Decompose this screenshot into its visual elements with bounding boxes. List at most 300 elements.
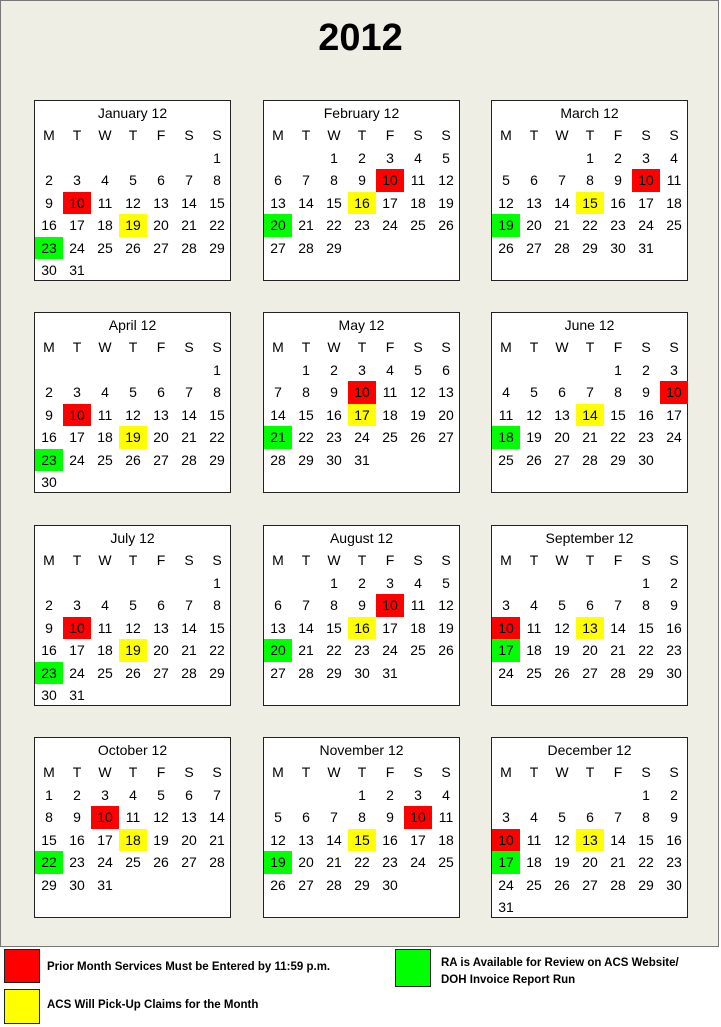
weekday-header: M (500, 764, 512, 781)
legend-green-text (441, 955, 679, 989)
day-cell: 28 (298, 239, 314, 256)
weekday-header: M (43, 764, 55, 781)
day-cell: 11 (382, 384, 398, 401)
day-cell: 8 (358, 809, 366, 826)
weekday-header: M (43, 339, 55, 356)
day-cell: 21 (610, 642, 626, 659)
empty-cell (292, 147, 320, 170)
day-cell: 30 (610, 239, 626, 256)
day-cell: 13 (298, 831, 314, 848)
weekday-header: T (585, 764, 595, 781)
day-cell: 24 (498, 876, 514, 893)
day-cell: 12 (554, 619, 570, 636)
day-cell-ra-available: 23 (35, 237, 63, 260)
day-cell: 5 (157, 786, 165, 803)
day-cell: 4 (530, 597, 538, 614)
day-cell: 3 (670, 361, 678, 378)
month-calendar (263, 100, 460, 281)
day-cell: 20 (438, 406, 454, 423)
day-cell-ra-available: 22 (35, 851, 63, 874)
legend-red-text: Prior Month Services Must be Entered by 11:59 p.m. (47, 961, 331, 973)
day-cell: 4 (414, 574, 422, 591)
day-cell: 8 (213, 384, 221, 401)
month-calendar (491, 737, 688, 918)
day-cell: 3 (502, 597, 510, 614)
day-cell: 22 (354, 854, 370, 871)
month-title: November 12 (319, 742, 404, 758)
weekday-header: W (98, 339, 112, 356)
day-cell: 26 (125, 239, 141, 256)
day-cell: 23 (382, 854, 398, 871)
day-cell-ra-available: 20 (264, 214, 292, 237)
day-cell: 2 (642, 361, 650, 378)
day-cell: 11 (438, 809, 454, 826)
day-cell: 24 (69, 239, 85, 256)
day-cell: 4 (386, 361, 394, 378)
weekday-header: F (613, 339, 623, 356)
day-cell: 22 (209, 217, 225, 234)
day-cell-claims-pickup: 13 (576, 829, 604, 852)
weekday-header: S (441, 127, 451, 144)
weekday-header: S (641, 764, 651, 781)
weekday-header: F (385, 552, 395, 569)
day-cell: 30 (41, 474, 57, 491)
day-cell: 13 (181, 809, 197, 826)
empty-cell (320, 784, 348, 807)
day-cell: 22 (298, 429, 314, 446)
day-cell: 8 (614, 384, 622, 401)
day-cell: 21 (610, 854, 626, 871)
day-cell: 5 (558, 597, 566, 614)
month-title: October 12 (97, 742, 168, 758)
legend-red-swatch (4, 949, 40, 983)
day-cell: 5 (129, 597, 137, 614)
day-cell: 9 (386, 809, 394, 826)
day-cell: 28 (582, 451, 598, 468)
day-cell: 8 (330, 172, 338, 189)
day-cell: 4 (502, 384, 510, 401)
day-cell: 3 (101, 786, 109, 803)
day-cell: 5 (502, 172, 510, 189)
day-cell: 6 (157, 384, 165, 401)
day-cell: 22 (326, 217, 342, 234)
day-cell: 6 (530, 172, 538, 189)
weekday-header: T (72, 552, 82, 569)
month-title: September 12 (545, 530, 634, 546)
day-cell: 25 (666, 217, 682, 234)
empty-cell (63, 572, 91, 595)
day-cell: 16 (326, 406, 342, 423)
weekday-header: F (385, 764, 395, 781)
day-cell-ra-available: 18 (492, 426, 520, 449)
day-cell: 21 (298, 642, 314, 659)
weekday-header: T (301, 339, 311, 356)
day-cell: 13 (526, 194, 542, 211)
day-cell-claims-pickup: 16 (348, 192, 376, 215)
day-cell: 29 (209, 451, 225, 468)
weekday-header: W (555, 764, 569, 781)
day-cell: 7 (274, 384, 282, 401)
day-cell-ra-available: 23 (35, 449, 63, 472)
empty-cell (35, 147, 63, 170)
empty-cell (119, 359, 147, 382)
weekday-header: T (585, 552, 595, 569)
day-cell: 1 (213, 361, 221, 378)
day-cell: 5 (442, 574, 450, 591)
weekday-header: M (500, 339, 512, 356)
weekday-header: S (669, 552, 679, 569)
weekday-header: S (441, 764, 451, 781)
day-cell: 29 (638, 876, 654, 893)
day-cell: 22 (638, 642, 654, 659)
day-cell: 27 (554, 451, 570, 468)
day-cell: 2 (45, 172, 53, 189)
day-cell: 5 (129, 172, 137, 189)
weekday-header: W (98, 552, 112, 569)
day-cell: 11 (526, 831, 542, 848)
day-cell: 6 (586, 597, 594, 614)
day-cell-entry-deadline: 10 (348, 381, 376, 404)
day-cell: 2 (670, 786, 678, 803)
day-cell: 24 (97, 854, 113, 871)
day-cell-claims-pickup: 19 (119, 214, 147, 237)
day-cell: 14 (181, 194, 197, 211)
weekday-header: W (555, 127, 569, 144)
day-cell-entry-deadline: 10 (660, 381, 688, 404)
day-cell: 19 (438, 619, 454, 636)
day-cell: 12 (438, 172, 454, 189)
empty-cell (492, 572, 520, 595)
day-cell: 3 (386, 574, 394, 591)
day-cell: 15 (326, 619, 342, 636)
day-cell: 6 (274, 597, 282, 614)
day-cell: 20 (153, 217, 169, 234)
day-cell: 1 (614, 361, 622, 378)
day-cell: 30 (41, 262, 57, 279)
day-cell: 7 (330, 809, 338, 826)
day-cell: 15 (209, 619, 225, 636)
empty-cell (492, 147, 520, 170)
day-cell: 11 (125, 809, 141, 826)
day-cell: 12 (125, 406, 141, 423)
weekday-header: S (641, 552, 651, 569)
day-cell: 4 (101, 384, 109, 401)
day-cell: 23 (326, 429, 342, 446)
weekday-header: S (184, 339, 194, 356)
day-cell: 4 (101, 172, 109, 189)
day-cell-ra-available: 19 (264, 851, 292, 874)
day-cell: 22 (610, 429, 626, 446)
weekday-header: T (529, 127, 539, 144)
day-cell: 14 (298, 619, 314, 636)
day-cell: 27 (153, 239, 169, 256)
day-cell: 9 (670, 809, 678, 826)
day-cell: 22 (638, 854, 654, 871)
day-cell: 29 (610, 451, 626, 468)
weekday-header: S (212, 552, 222, 569)
day-cell: 25 (438, 854, 454, 871)
empty-cell (175, 359, 203, 382)
day-cell: 28 (326, 876, 342, 893)
month-title: July 12 (110, 530, 155, 546)
day-cell: 13 (270, 194, 286, 211)
day-cell: 24 (638, 217, 654, 234)
day-cell: 29 (582, 239, 598, 256)
day-cell: 26 (554, 664, 570, 681)
day-cell: 26 (153, 854, 169, 871)
day-cell: 13 (153, 619, 169, 636)
day-cell: 26 (270, 876, 286, 893)
legend-green-text-line2: DOH Invoice Report Run (441, 974, 576, 986)
empty-cell (147, 359, 175, 382)
weekday-header: M (500, 552, 512, 569)
day-cell-ra-available: 21 (264, 426, 292, 449)
weekday-header: W (555, 552, 569, 569)
day-cell: 14 (326, 831, 342, 848)
weekday-header: F (613, 552, 623, 569)
month-calendar (491, 312, 688, 493)
day-cell: 13 (153, 194, 169, 211)
day-cell: 17 (382, 619, 398, 636)
empty-cell (576, 359, 604, 382)
day-cell: 9 (45, 194, 53, 211)
day-cell: 28 (209, 854, 225, 871)
empty-cell (548, 784, 576, 807)
day-cell: 17 (69, 642, 85, 659)
day-cell: 26 (526, 451, 542, 468)
day-cell-ra-available: 19 (492, 214, 520, 237)
day-cell: 25 (498, 451, 514, 468)
day-cell: 18 (97, 217, 113, 234)
day-cell: 26 (410, 429, 426, 446)
weekday-header: S (413, 127, 423, 144)
day-cell: 22 (209, 642, 225, 659)
day-cell: 15 (298, 406, 314, 423)
day-cell: 24 (498, 664, 514, 681)
day-cell: 29 (209, 664, 225, 681)
day-cell: 14 (181, 406, 197, 423)
day-cell: 8 (330, 597, 338, 614)
day-cell: 5 (129, 384, 137, 401)
weekday-header: S (413, 764, 423, 781)
day-cell: 13 (554, 406, 570, 423)
month-title: January 12 (97, 105, 168, 121)
day-cell: 16 (610, 194, 626, 211)
day-cell: 7 (302, 172, 310, 189)
day-cell: 13 (270, 619, 286, 636)
day-cell: 9 (45, 619, 53, 636)
day-cell: 16 (638, 406, 654, 423)
day-cell: 23 (666, 854, 682, 871)
day-cell: 5 (530, 384, 538, 401)
weekday-header: F (156, 764, 166, 781)
day-cell: 12 (438, 597, 454, 614)
weekday-header: T (72, 764, 82, 781)
day-cell: 26 (125, 451, 141, 468)
weekday-header: S (413, 339, 423, 356)
day-cell: 25 (97, 451, 113, 468)
empty-cell (35, 359, 63, 382)
month-grid (35, 549, 230, 707)
weekday-header: M (500, 127, 512, 144)
day-cell: 16 (382, 831, 398, 848)
day-cell: 6 (302, 809, 310, 826)
weekday-header: T (72, 127, 82, 144)
day-cell: 1 (358, 786, 366, 803)
day-cell: 21 (582, 429, 598, 446)
day-cell: 8 (302, 384, 310, 401)
weekday-header: W (327, 764, 341, 781)
day-cell: 28 (270, 451, 286, 468)
month-grid (35, 336, 230, 494)
day-cell: 25 (125, 854, 141, 871)
day-cell: 1 (213, 574, 221, 591)
day-cell: 31 (382, 664, 398, 681)
empty-cell (520, 147, 548, 170)
day-cell: 5 (414, 361, 422, 378)
empty-cell (264, 784, 292, 807)
day-cell: 27 (153, 664, 169, 681)
weekday-header: F (613, 764, 623, 781)
day-cell-ra-available: 17 (492, 639, 520, 662)
day-cell: 18 (438, 831, 454, 848)
empty-cell (119, 147, 147, 170)
day-cell: 9 (358, 597, 366, 614)
day-cell: 31 (69, 262, 85, 279)
day-cell: 7 (213, 786, 221, 803)
weekday-header: M (272, 552, 284, 569)
day-cell: 1 (642, 574, 650, 591)
month-grid (264, 761, 459, 896)
weekday-header: M (272, 127, 284, 144)
weekday-header: T (529, 764, 539, 781)
day-cell: 2 (73, 786, 81, 803)
weekday-header: T (301, 552, 311, 569)
weekday-header: T (357, 764, 367, 781)
day-cell: 18 (382, 406, 398, 423)
weekday-header: S (669, 127, 679, 144)
day-cell: 25 (526, 664, 542, 681)
day-cell: 26 (125, 664, 141, 681)
day-cell: 31 (97, 876, 113, 893)
day-cell: 11 (410, 172, 426, 189)
day-cell: 17 (382, 194, 398, 211)
day-cell: 7 (185, 172, 193, 189)
day-cell: 27 (582, 876, 598, 893)
month-grid (264, 336, 459, 471)
day-cell-claims-pickup: 13 (576, 617, 604, 640)
day-cell: 17 (666, 406, 682, 423)
day-cell: 8 (45, 809, 53, 826)
weekday-header: S (669, 339, 679, 356)
empty-cell (91, 359, 119, 382)
day-cell: 28 (298, 664, 314, 681)
day-cell: 14 (554, 194, 570, 211)
weekday-header: T (301, 127, 311, 144)
month-calendar (34, 737, 231, 918)
day-cell-claims-pickup: 19 (119, 426, 147, 449)
day-cell: 29 (638, 664, 654, 681)
day-cell: 19 (153, 831, 169, 848)
day-cell: 15 (41, 831, 57, 848)
empty-cell (604, 784, 632, 807)
weekday-header: M (272, 339, 284, 356)
month-title: December 12 (547, 742, 632, 758)
day-cell: 17 (69, 217, 85, 234)
weekday-header: T (128, 764, 138, 781)
day-cell: 6 (185, 786, 193, 803)
day-cell: 12 (526, 406, 542, 423)
day-cell: 21 (181, 217, 197, 234)
day-cell-entry-deadline: 10 (63, 192, 91, 215)
month-grid (492, 549, 687, 684)
day-cell: 15 (209, 194, 225, 211)
day-cell: 18 (526, 642, 542, 659)
day-cell: 15 (638, 619, 654, 636)
day-cell-entry-deadline: 10 (632, 169, 660, 192)
day-cell: 3 (73, 172, 81, 189)
day-cell: 27 (298, 876, 314, 893)
day-cell: 3 (73, 384, 81, 401)
day-cell: 26 (438, 217, 454, 234)
weekday-header: F (385, 127, 395, 144)
day-cell: 9 (670, 597, 678, 614)
empty-cell (119, 572, 147, 595)
weekday-header: W (327, 127, 341, 144)
day-cell: 7 (185, 597, 193, 614)
day-cell: 1 (302, 361, 310, 378)
month-calendar (263, 737, 460, 918)
day-cell: 29 (326, 664, 342, 681)
empty-cell (147, 572, 175, 595)
weekday-header: S (184, 552, 194, 569)
empty-cell (175, 572, 203, 595)
weekday-header: F (156, 339, 166, 356)
month-title: February 12 (323, 105, 400, 121)
day-cell: 27 (181, 854, 197, 871)
weekday-header: S (184, 764, 194, 781)
day-cell: 11 (526, 619, 542, 636)
day-cell: 11 (97, 406, 113, 423)
day-cell: 31 (69, 687, 85, 704)
day-cell: 25 (410, 217, 426, 234)
day-cell: 22 (582, 217, 598, 234)
day-cell: 25 (410, 642, 426, 659)
day-cell-entry-deadline: 10 (91, 806, 119, 829)
day-cell: 4 (442, 786, 450, 803)
empty-cell (576, 784, 604, 807)
weekday-header: W (555, 339, 569, 356)
day-cell: 23 (666, 642, 682, 659)
day-cell: 28 (610, 664, 626, 681)
month-grid (492, 761, 687, 919)
legend-yellow-text: ACS Will Pick-Up Claims for the Month (47, 999, 259, 1011)
weekday-header: W (98, 127, 112, 144)
day-cell: 5 (558, 809, 566, 826)
weekday-header: S (669, 764, 679, 781)
day-cell: 20 (526, 217, 542, 234)
day-cell: 30 (382, 876, 398, 893)
day-cell: 13 (153, 406, 169, 423)
day-cell: 12 (554, 831, 570, 848)
day-cell: 30 (41, 687, 57, 704)
day-cell: 7 (302, 597, 310, 614)
day-cell: 7 (614, 809, 622, 826)
empty-cell (264, 359, 292, 382)
day-cell: 28 (181, 239, 197, 256)
day-cell: 13 (438, 384, 454, 401)
day-cell: 1 (586, 149, 594, 166)
